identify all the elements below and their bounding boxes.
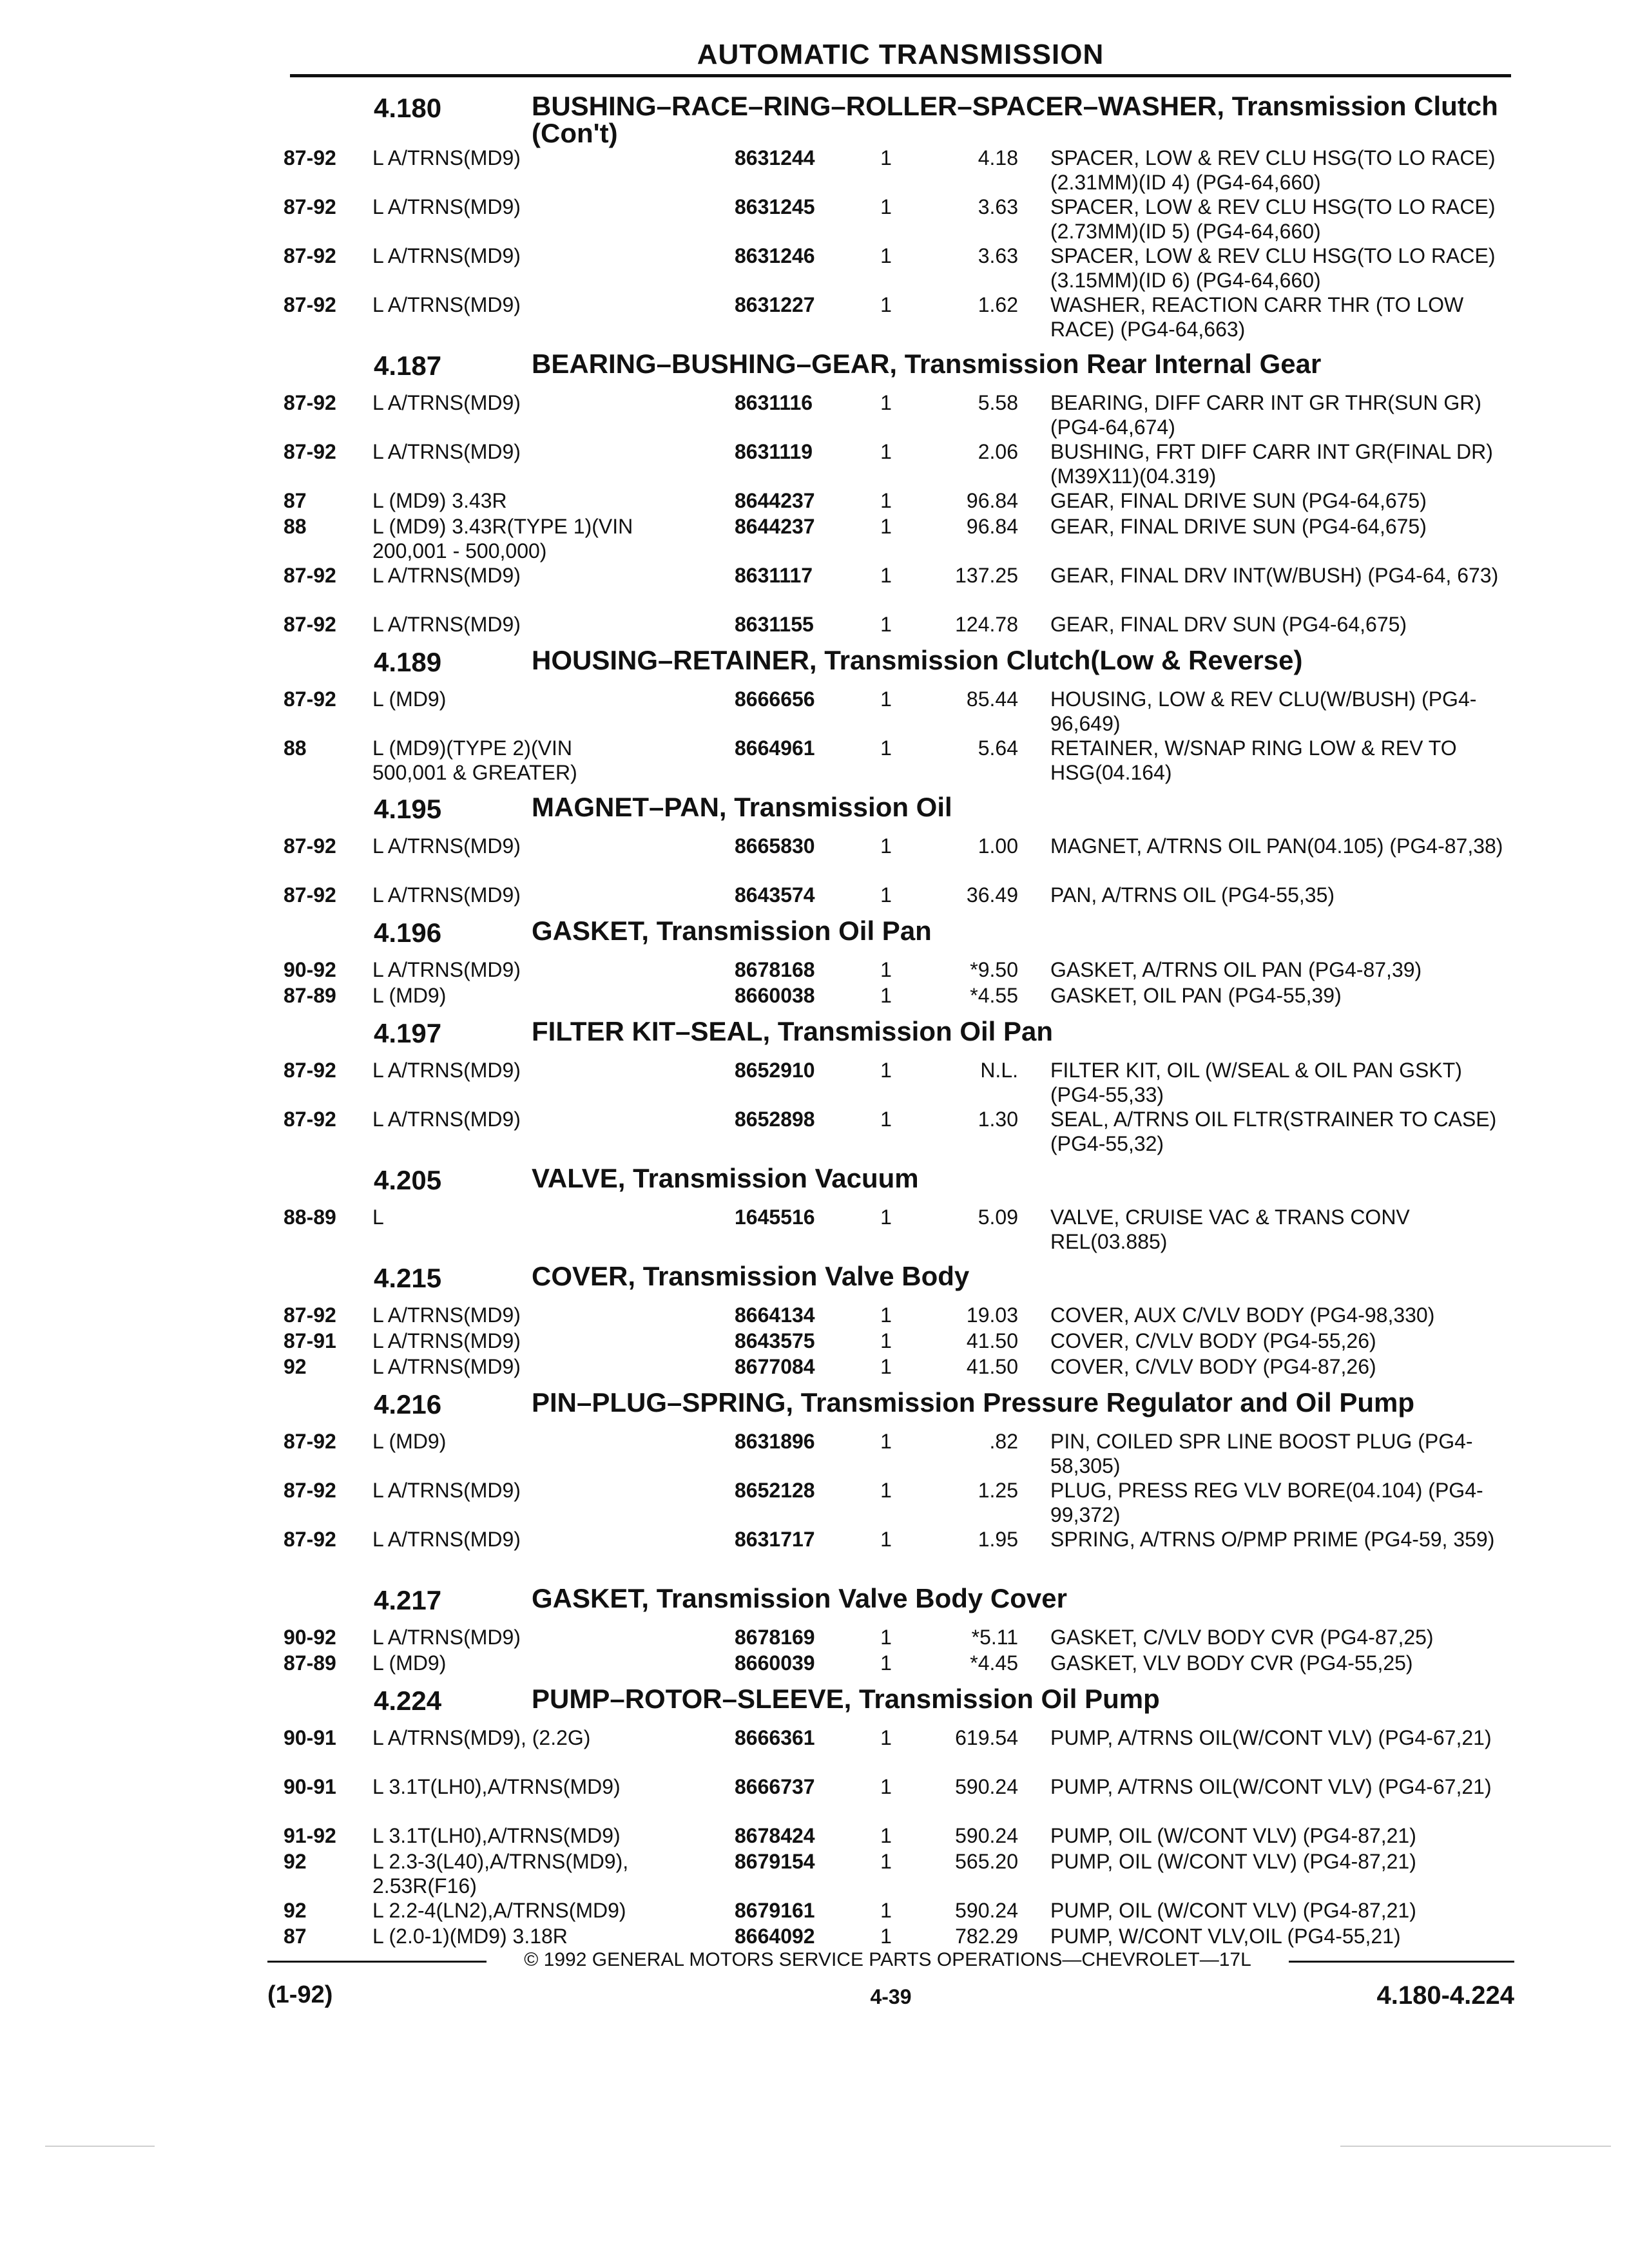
model-application: L A/TRNS(MD9) [372, 958, 521, 981]
part-description: PIN, COILED SPR LINE BOOST PLUG (PG4-58,305) [1050, 1430, 1473, 1477]
model-years: 87-92 [284, 195, 336, 218]
model-application: L A/TRNS(MD9) [372, 293, 521, 316]
model-years: 92 [284, 1899, 307, 1922]
section-title: GASKET, Transmission Valve Body Cover [532, 1583, 1067, 1613]
part-number: 8678168 [735, 958, 815, 981]
parts-row [284, 1107, 1514, 1156]
model-years: 87-91 [284, 1329, 336, 1352]
model-years: 91-92 [284, 1824, 336, 1847]
part-description: RETAINER, W/SNAP RING LOW & REV TO HSG(04.164) [1050, 736, 1457, 784]
parts-row [284, 1823, 1514, 1849]
part-description: COVER, C/VLV BODY (PG4-55,26) [1050, 1329, 1376, 1352]
part-description: MAGNET, A/TRNS OIL PAN(04.105) (PG4-87,38) [1050, 834, 1503, 858]
model-application: L A/TRNS(MD9) [372, 1355, 521, 1378]
quantity: 1 [880, 1206, 892, 1229]
list-price: 5.58 [978, 391, 1018, 414]
part-description: SPACER, LOW & REV CLU HSG(TO LO RACE)(2.31MM)(ID 4) (PG4-64,660) [1050, 146, 1496, 194]
section-title: BEARING–BUSHING–GEAR, Transmission Rear Internal Gear [532, 349, 1322, 379]
model-years: 92 [284, 1850, 307, 1873]
model-application: L A/TRNS(MD9) [372, 1303, 521, 1327]
part-description: GEAR, FINAL DRV INT(W/BUSH) (PG4-64, 673) [1050, 564, 1499, 587]
model-years: 87-92 [284, 1303, 336, 1327]
parts-row [284, 1625, 1514, 1651]
model-years: 87 [284, 489, 307, 512]
model-application: L 2.2-4(LN2),A/TRNS(MD9) [372, 1899, 626, 1922]
list-price: *5.11 [971, 1626, 1018, 1649]
quantity: 1 [880, 195, 892, 218]
section-heading [284, 84, 1514, 146]
list-price: 36.49 [966, 883, 1018, 907]
list-price: 5.09 [978, 1206, 1018, 1229]
parts-row [284, 439, 1514, 488]
part-description: WASHER, REACTION CARR THR (TO LOW RACE) (PG4-64,663) [1050, 293, 1464, 341]
section-title: VALVE, Transmission Vacuum [532, 1163, 919, 1193]
part-number: 8644237 [735, 515, 815, 538]
section-heading [284, 1156, 1514, 1205]
part-description: COVER, C/VLV BODY (PG4-87,26) [1050, 1355, 1376, 1378]
quantity: 1 [880, 440, 892, 463]
list-price: 782.29 [955, 1925, 1018, 1948]
section-number: 4.196 [374, 918, 442, 948]
section-title: FILTER KIT–SEAL, Transmission Oil Pan [532, 1016, 1054, 1046]
model-years: 88-89 [284, 1206, 336, 1229]
model-years: 87 [284, 1925, 307, 1948]
parts-row [284, 195, 1514, 244]
model-application: L A/TRNS(MD9) [372, 1059, 521, 1082]
list-price: 3.63 [978, 195, 1018, 218]
part-number: 8652128 [735, 1479, 815, 1502]
quantity: 1 [880, 293, 892, 316]
section-number: 4.187 [374, 351, 442, 381]
model-years: 87-89 [284, 1651, 336, 1675]
model-years: 87-92 [284, 1430, 336, 1453]
quantity: 1 [880, 613, 892, 636]
parts-row [284, 983, 1514, 1009]
part-description: SPACER, LOW & REV CLU HSG(TO LO RACE)(2.73MM)(ID 5) (PG4-64,660) [1050, 195, 1496, 243]
model-application: L A/TRNS(MD9) [372, 834, 521, 858]
model-application: L 3.1T(LH0),A/TRNS(MD9) [372, 1775, 621, 1798]
quantity: 1 [880, 958, 892, 981]
parts-row [284, 1849, 1514, 1898]
part-number: 8652898 [735, 1108, 815, 1131]
model-years: 90-91 [284, 1726, 336, 1749]
model-application: L (2.0-1)(MD9) 3.18R [372, 1925, 568, 1948]
section-heading [284, 1009, 1514, 1058]
part-description: FILTER KIT, OIL (W/SEAL & OIL PAN GSKT) (PG4-55,33) [1050, 1059, 1462, 1106]
quantity: 1 [880, 1355, 892, 1378]
part-number: 8665830 [735, 834, 815, 858]
part-number: 8631244 [735, 146, 815, 169]
model-years: 87-92 [284, 1059, 336, 1082]
revision-date: (1-92) [267, 1981, 333, 2008]
model-years: 87-92 [284, 1528, 336, 1551]
section-heading [284, 1576, 1514, 1625]
quantity: 1 [880, 515, 892, 538]
model-application: L [372, 1206, 384, 1229]
model-years: 90-92 [284, 958, 336, 981]
quantity: 1 [880, 736, 892, 760]
model-application: L A/TRNS(MD9) [372, 440, 521, 463]
model-years: 87-92 [284, 293, 336, 316]
list-price: *4.55 [970, 984, 1018, 1007]
model-application: L A/TRNS(MD9) [372, 613, 521, 636]
page-footer [267, 1949, 1514, 2039]
model-years: 87-92 [284, 391, 336, 414]
section-title: HOUSING–RETAINER, Transmission Clutch(Low & Reverse) [532, 645, 1303, 675]
model-application: L (MD9) 3.43R [372, 489, 507, 512]
list-price: 1.62 [978, 293, 1018, 316]
parts-row [284, 883, 1514, 908]
parts-row [284, 957, 1514, 983]
model-years: 87-92 [284, 834, 336, 858]
parts-row [284, 612, 1514, 638]
scan-artifact [1340, 2146, 1611, 2147]
list-price: 5.64 [978, 736, 1018, 760]
page-number: 4-39 [870, 1985, 912, 2008]
model-application: L (MD9) [372, 1430, 447, 1453]
parts-row [284, 1058, 1514, 1107]
section-title: PUMP–ROTOR–SLEEVE, Transmission Oil Pump [532, 1684, 1160, 1714]
section-title: MAGNET–PAN, Transmission Oil [532, 792, 952, 822]
quantity: 1 [880, 1059, 892, 1082]
list-price: 3.63 [978, 244, 1018, 267]
scan-artifact [45, 2146, 155, 2147]
section-number: 4.215 [374, 1263, 442, 1293]
parts-row [284, 1774, 1514, 1823]
model-application: L A/TRNS(MD9) [372, 391, 521, 414]
model-application: L (MD9) [372, 1651, 447, 1675]
quantity: 1 [880, 1303, 892, 1327]
model-years: 87-92 [284, 564, 336, 587]
section-number: 4.205 [374, 1165, 442, 1195]
quantity: 1 [880, 984, 892, 1007]
parts-listing [284, 84, 1514, 1950]
parts-row [284, 1205, 1514, 1254]
part-description: GEAR, FINAL DRV SUN (PG4-64,675) [1050, 613, 1407, 636]
model-application: L A/TRNS(MD9) [372, 1528, 521, 1551]
quantity: 1 [880, 1329, 892, 1352]
model-application: L A/TRNS(MD9) [372, 1108, 521, 1131]
quantity: 1 [880, 1108, 892, 1131]
copyright-notice: © 1992 GENERAL MOTORS SERVICE PARTS OPERATIONS—CHEVROLET—17L [524, 1949, 1251, 1970]
quantity: 1 [880, 1626, 892, 1649]
section-heading [284, 785, 1514, 834]
list-price: 619.54 [955, 1726, 1018, 1749]
model-years: 87-92 [284, 244, 336, 267]
list-price: 565.20 [955, 1850, 1018, 1873]
list-price: 590.24 [955, 1899, 1018, 1922]
parts-row [284, 736, 1514, 785]
model-years: 88 [284, 515, 307, 538]
quantity: 1 [880, 564, 892, 587]
part-description: PUMP, A/TRNS OIL(W/CONT VLV) (PG4-67,21) [1050, 1726, 1492, 1749]
part-number: 8679161 [735, 1899, 815, 1922]
model-application: L (MD9) 3.43R(TYPE 1)(VIN 200,001 - 500,000) [372, 515, 633, 562]
quantity: 1 [880, 1899, 892, 1922]
section-title: GASKET, Transmission Oil Pan [532, 916, 932, 946]
part-number: 8644237 [735, 489, 815, 512]
list-price: *4.45 [970, 1651, 1018, 1675]
part-description: GASKET, C/VLV BODY CVR (PG4-87,25) [1050, 1626, 1434, 1649]
parts-row [284, 1478, 1514, 1527]
quantity: 1 [880, 1850, 892, 1873]
list-price: 590.24 [955, 1775, 1018, 1798]
part-number: 8631155 [735, 613, 814, 636]
parts-row [284, 1725, 1514, 1774]
section-range: 4.180-4.224 [1376, 1981, 1514, 2010]
model-application: L (MD9) [372, 687, 447, 711]
part-number: 8652910 [735, 1059, 815, 1082]
quantity: 1 [880, 1925, 892, 1948]
quantity: 1 [880, 146, 892, 169]
footer-rule-right [1289, 1961, 1514, 1963]
part-number: 8631717 [735, 1528, 815, 1551]
page-header [290, 34, 1511, 75]
model-years: 87-92 [284, 1108, 336, 1131]
part-number: 1645516 [735, 1206, 815, 1229]
list-price: 96.84 [966, 515, 1018, 538]
list-price: .82 [989, 1430, 1018, 1453]
part-number: 8666361 [735, 1726, 815, 1749]
model-application: L 3.1T(LH0),A/TRNS(MD9) [372, 1824, 621, 1847]
quantity: 1 [880, 1479, 892, 1502]
model-years: 87-92 [284, 613, 336, 636]
list-price: 590.24 [955, 1824, 1018, 1847]
section-number: 4.197 [374, 1018, 442, 1048]
part-description: GASKET, OIL PAN (PG4-55,39) [1050, 984, 1342, 1007]
list-price: 124.78 [955, 613, 1018, 636]
part-number: 8664092 [735, 1925, 815, 1948]
model-application: L A/TRNS(MD9) [372, 1479, 521, 1502]
parts-row [284, 1651, 1514, 1677]
model-application: L A/TRNS(MD9) [372, 883, 521, 907]
model-years: 92 [284, 1355, 307, 1378]
parts-row [284, 1303, 1514, 1329]
model-application: L A/TRNS(MD9) [372, 244, 521, 267]
parts-row [284, 563, 1514, 612]
quantity: 1 [880, 1430, 892, 1453]
section-heading [284, 1380, 1514, 1429]
part-description: PUMP, OIL (W/CONT VLV) (PG4-87,21) [1050, 1850, 1416, 1873]
part-number: 8631117 [735, 564, 813, 587]
part-number: 8660038 [735, 984, 815, 1007]
part-number: 8660039 [735, 1651, 815, 1675]
quantity: 1 [880, 489, 892, 512]
quantity: 1 [880, 1824, 892, 1847]
part-number: 8631119 [735, 440, 813, 463]
parts-row [284, 514, 1514, 563]
footer-rule-left [267, 1961, 487, 1963]
part-description: BUSHING, FRT DIFF CARR INT GR(FINAL DR)(M39X11)(04.319) [1050, 440, 1493, 488]
section-heading [284, 908, 1514, 957]
model-years: 88 [284, 736, 307, 760]
quantity: 1 [880, 834, 892, 858]
section-heading [284, 638, 1514, 687]
part-description: PUMP, OIL (W/CONT VLV) (PG4-87,21) [1050, 1824, 1416, 1847]
model-application: L A/TRNS(MD9) [372, 146, 521, 169]
quantity: 1 [880, 1726, 892, 1749]
part-description: SEAL, A/TRNS OIL FLTR(STRAINER TO CASE) (PG4-55,32) [1050, 1108, 1497, 1155]
part-number: 8678169 [735, 1626, 815, 1649]
list-price: N.L. [980, 1059, 1018, 1082]
part-description: PLUG, PRESS REG VLV BORE(04.104) (PG4-99,372) [1050, 1479, 1483, 1526]
section-number: 4.189 [374, 647, 442, 677]
part-description: PAN, A/TRNS OIL (PG4-55,35) [1050, 883, 1335, 907]
part-number: 8677084 [735, 1355, 815, 1378]
quantity: 1 [880, 391, 892, 414]
section-number: 4.195 [374, 794, 442, 824]
list-price: *9.50 [970, 958, 1018, 981]
parts-row [284, 1527, 1514, 1576]
part-description: HOUSING, LOW & REV CLU(W/BUSH) (PG4-96,649) [1050, 687, 1477, 735]
part-number: 8631245 [735, 195, 815, 218]
part-number: 8679154 [735, 1850, 815, 1873]
parts-row [284, 1924, 1514, 1950]
model-years: 90-91 [284, 1775, 336, 1798]
list-price: 4.18 [978, 146, 1018, 169]
part-description: VALVE, CRUISE VAC & TRANS CONV REL(03.885) [1050, 1206, 1410, 1253]
parts-row [284, 1354, 1514, 1380]
part-description: PUMP, OIL (W/CONT VLV) (PG4-87,21) [1050, 1899, 1416, 1922]
part-number: 8666656 [735, 687, 815, 711]
parts-row [284, 687, 1514, 736]
parts-row [284, 834, 1514, 883]
model-years: 87-92 [284, 687, 336, 711]
parts-row [284, 1329, 1514, 1354]
part-description: SPRING, A/TRNS O/PMP PRIME (PG4-59, 359) [1050, 1528, 1495, 1551]
part-number: 8678424 [735, 1824, 815, 1847]
list-price: 1.95 [978, 1528, 1018, 1551]
model-application: L A/TRNS(MD9) [372, 195, 521, 218]
list-price: 19.03 [966, 1303, 1018, 1327]
list-price: 2.06 [978, 440, 1018, 463]
section-number: 4.180 [374, 93, 442, 123]
part-description: GASKET, VLV BODY CVR (PG4-55,25) [1050, 1651, 1413, 1675]
model-years: 90-92 [284, 1626, 336, 1649]
quantity: 1 [880, 1651, 892, 1675]
quantity: 1 [880, 244, 892, 267]
model-years: 87-92 [284, 1479, 336, 1502]
parts-row [284, 146, 1514, 195]
model-application: L A/TRNS(MD9) [372, 1329, 521, 1352]
quantity: 1 [880, 1775, 892, 1798]
part-number: 8631116 [735, 391, 813, 414]
part-number: 8631227 [735, 293, 815, 316]
part-description: GEAR, FINAL DRIVE SUN (PG4-64,675) [1050, 515, 1427, 538]
part-description: GASKET, A/TRNS OIL PAN (PG4-87,39) [1050, 958, 1422, 981]
part-number: 8643574 [735, 883, 815, 907]
quantity: 1 [880, 883, 892, 907]
list-price: 96.84 [966, 489, 1018, 512]
parts-row [284, 1429, 1514, 1478]
part-number: 8631896 [735, 1430, 815, 1453]
quantity: 1 [880, 687, 892, 711]
parts-row [284, 244, 1514, 293]
parts-row [284, 488, 1514, 514]
part-number: 8664961 [735, 736, 815, 760]
part-description: PUMP, A/TRNS OIL(W/CONT VLV) (PG4-67,21) [1050, 1775, 1492, 1798]
header-rule [290, 74, 1511, 77]
list-price: 85.44 [966, 687, 1018, 711]
list-price: 41.50 [966, 1355, 1018, 1378]
parts-row [284, 1898, 1514, 1924]
model-years: 87-89 [284, 984, 336, 1007]
list-price: 1.30 [978, 1108, 1018, 1131]
parts-row [284, 293, 1514, 341]
list-price: 41.50 [966, 1329, 1018, 1352]
model-application: L (MD9) [372, 984, 447, 1007]
model-application: L 2.3-3(L40),A/TRNS(MD9), 2.53R(F16) [372, 1850, 629, 1898]
list-price: 137.25 [955, 564, 1018, 587]
model-years: 87-92 [284, 146, 336, 169]
section-heading [284, 1677, 1514, 1725]
part-description: PUMP, W/CONT VLV,OIL (PG4-55,21) [1050, 1925, 1401, 1948]
model-application: L A/TRNS(MD9) [372, 564, 521, 587]
quantity: 1 [880, 1528, 892, 1551]
section-number: 4.224 [374, 1686, 442, 1716]
section-number: 4.216 [374, 1389, 442, 1419]
section-heading [284, 1254, 1514, 1303]
list-price: 1.00 [978, 834, 1018, 858]
part-number: 8666737 [735, 1775, 815, 1798]
part-description: COVER, AUX C/VLV BODY (PG4-98,330) [1050, 1303, 1435, 1327]
model-application: L A/TRNS(MD9), (2.2G) [372, 1726, 591, 1749]
part-description: SPACER, LOW & REV CLU HSG(TO LO RACE)(3.15MM)(ID 6) (PG4-64,660) [1050, 244, 1496, 292]
parts-row [284, 390, 1514, 439]
model-application: L A/TRNS(MD9) [372, 1626, 521, 1649]
model-application: L (MD9)(TYPE 2)(VIN 500,001 & GREATER) [372, 736, 577, 784]
model-years: 87-92 [284, 883, 336, 907]
part-description: GEAR, FINAL DRIVE SUN (PG4-64,675) [1050, 489, 1427, 512]
part-number: 8643575 [735, 1329, 815, 1352]
section-title: PIN–PLUG–SPRING, Transmission Pressure Regulator and Oil Pump [532, 1387, 1415, 1418]
section-title: BUSHING–RACE–RING–ROLLER–SPACER–WASHER, Transmission Clutch (Con't) [532, 91, 1498, 148]
list-price: 1.25 [978, 1479, 1018, 1502]
page-title: AUTOMATIC TRANSMISSION [697, 39, 1104, 70]
part-number: 8664134 [735, 1303, 815, 1327]
model-years: 87-92 [284, 440, 336, 463]
part-number: 8631246 [735, 244, 815, 267]
section-number: 4.217 [374, 1585, 442, 1615]
section-heading [284, 341, 1514, 390]
section-title: COVER, Transmission Valve Body [532, 1261, 970, 1291]
part-description: BEARING, DIFF CARR INT GR THR(SUN GR) (PG4-64,674) [1050, 391, 1482, 439]
